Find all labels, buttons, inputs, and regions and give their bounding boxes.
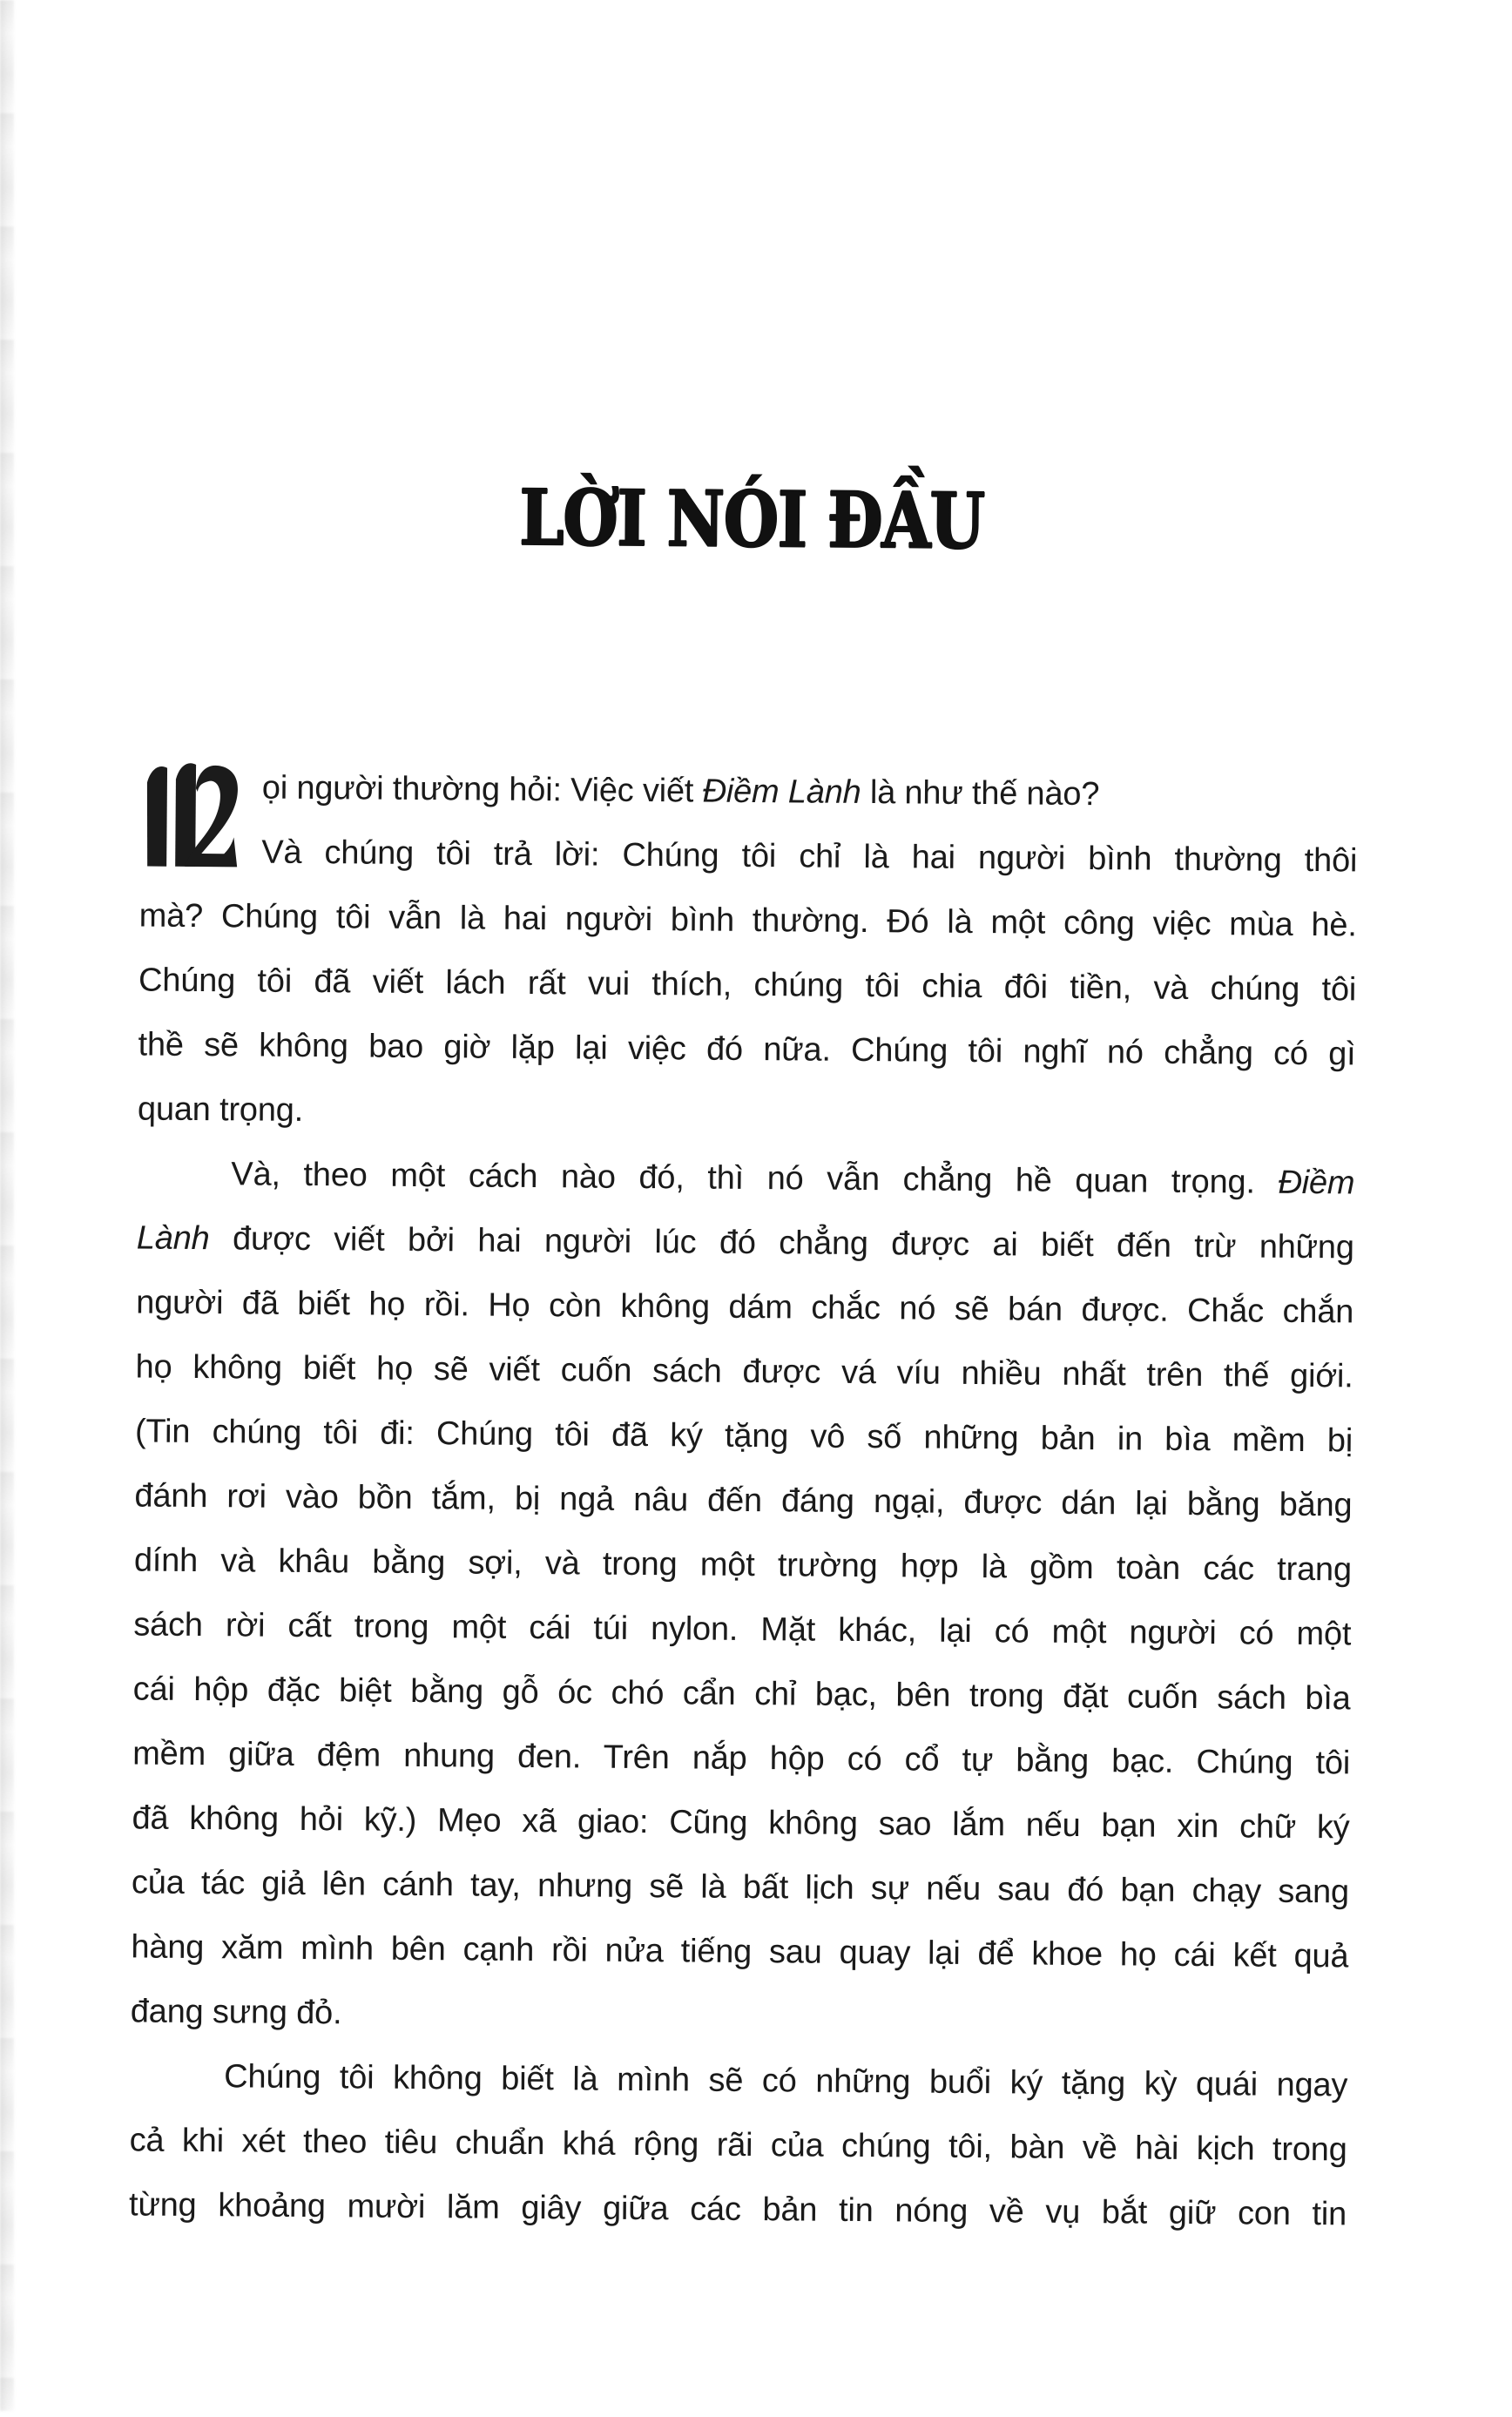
text-segment: dính và khâu bằng sợi, và trong một trường hợp là gồm toàn các trang [133, 1542, 1353, 1589]
paragraph [131, 1141, 1355, 2053]
paragraph [138, 754, 1358, 1151]
text-segment: Và, theo một cách nào đó, thì nó vẫn chẳng hề quan trọng. [231, 1156, 1279, 1201]
book-title-italic: Điềm [1278, 1164, 1355, 1202]
text-segment: đánh rơi vào bồn tắm, bị ngả nâu đến đáng ngại, được dán lại bằng băng [134, 1477, 1353, 1524]
text-line [129, 2108, 1347, 2182]
text-line [133, 1592, 1352, 1666]
text-line [135, 1399, 1353, 1473]
text-segment: được viết bởi hai người lúc đó chẳng được ai biết đến trừ những [209, 1220, 1354, 1266]
page-title: LỜI NÓI ĐẦU [519, 471, 985, 567]
body-text [129, 754, 1358, 2246]
text-segment: người đã biết họ rồi. Họ còn không dám chắc nó sẽ bán được. Chắc chắn [136, 1284, 1354, 1331]
text-line [261, 820, 1358, 894]
text-segment: mềm giữa đệm nhung đen. Trên nắp hộp có cổ tự bằng bạc. Chúng tôi [132, 1735, 1351, 1782]
text-segment: đang sưng đỏ. [130, 1993, 342, 2032]
text-line [132, 1850, 1350, 1924]
book-title-italic: Điềm Lành [702, 773, 861, 811]
text-line [130, 2043, 1348, 2117]
text-line [138, 1012, 1356, 1086]
text-line [131, 1914, 1349, 1988]
text-line [138, 948, 1357, 1022]
text-line [132, 1721, 1351, 1795]
text-line [129, 2172, 1347, 2246]
text-segment: họ không biết họ sẽ viết cuốn sách được vá víu nhiều nhất trên thế giới. [135, 1348, 1353, 1395]
text-segment: mà? Chúng tôi vẫn là hai người bình thường. Đó là một công việc mùa hè. [138, 897, 1357, 944]
text-line [137, 1205, 1355, 1279]
text-segment: ọi người thường hỏi: Việc viết [261, 769, 703, 810]
text-segment: từng khoảng mười lăm giây giữa các bản tin nóng về vụ bắt giữ con tin [128, 2186, 1347, 2233]
text-line [132, 1786, 1350, 1860]
text-segment: của tác giả lên cánh tay, nhưng sẽ là bất lịch sự nếu sau đó bạn chạy sang [131, 1864, 1350, 1911]
paragraph [129, 2043, 1348, 2246]
text-line [135, 1334, 1353, 1408]
text-line [136, 1270, 1354, 1344]
text-line [132, 1657, 1351, 1731]
text-segment: thề sẽ không bao giờ lặp lại việc đó nữa. Chúng tôi nghĩ nó chẳng có gì [138, 1026, 1356, 1073]
text-line [131, 1979, 1349, 2053]
text-segment: hàng xăm mình bên cạnh rồi nửa tiếng sau quay lại để khoe họ cái kết quả [131, 1928, 1349, 1975]
text-line [137, 1141, 1355, 1215]
book-title-italic: Lành [136, 1219, 210, 1258]
text-segment: Chúng tôi đã viết lách rất vui thích, chúng tôi chia đôi tiền, và chúng tôi [138, 962, 1357, 1009]
text-segment: Và chúng tôi trả lời: Chúng tôi chỉ là hai người bình thường thôi [261, 834, 1358, 880]
drop-cap-letter-m [143, 760, 241, 869]
text-segment: đã không hỏi kỹ.) Mẹo xã giao: Cũng không sao lắm nếu bạn xin chữ ký [132, 1799, 1350, 1847]
text-segment: quan trọng. [137, 1090, 304, 1129]
text-line [138, 1077, 1356, 1151]
text-line [262, 756, 1359, 829]
text-line [134, 1463, 1353, 1537]
text-segment: cái hộp đặc biệt bằng gỗ óc chó cẩn chỉ bạc, bên trong đặt cuốn sách bìa [132, 1671, 1351, 1718]
text-segment: cả khi xét theo tiêu chuẩn khá rộng rãi của chúng tôi, bàn về hài kịch trong [129, 2122, 1347, 2169]
text-segment: là như thế nào? [861, 773, 1100, 814]
text-segment: Chúng tôi không biết là mình sẽ có những buổi ký tặng kỳ quái ngay [224, 2058, 1348, 2104]
text-line [138, 883, 1357, 957]
text-line [134, 1528, 1353, 1602]
text-segment: sách rời cất trong một cái túi nylon. Mặt khác, lại có một người có một [133, 1606, 1352, 1653]
text-segment: (Tin chúng tôi đi: Chúng tôi đã ký tặng vô số những bản in bìa mềm bị [134, 1413, 1353, 1460]
